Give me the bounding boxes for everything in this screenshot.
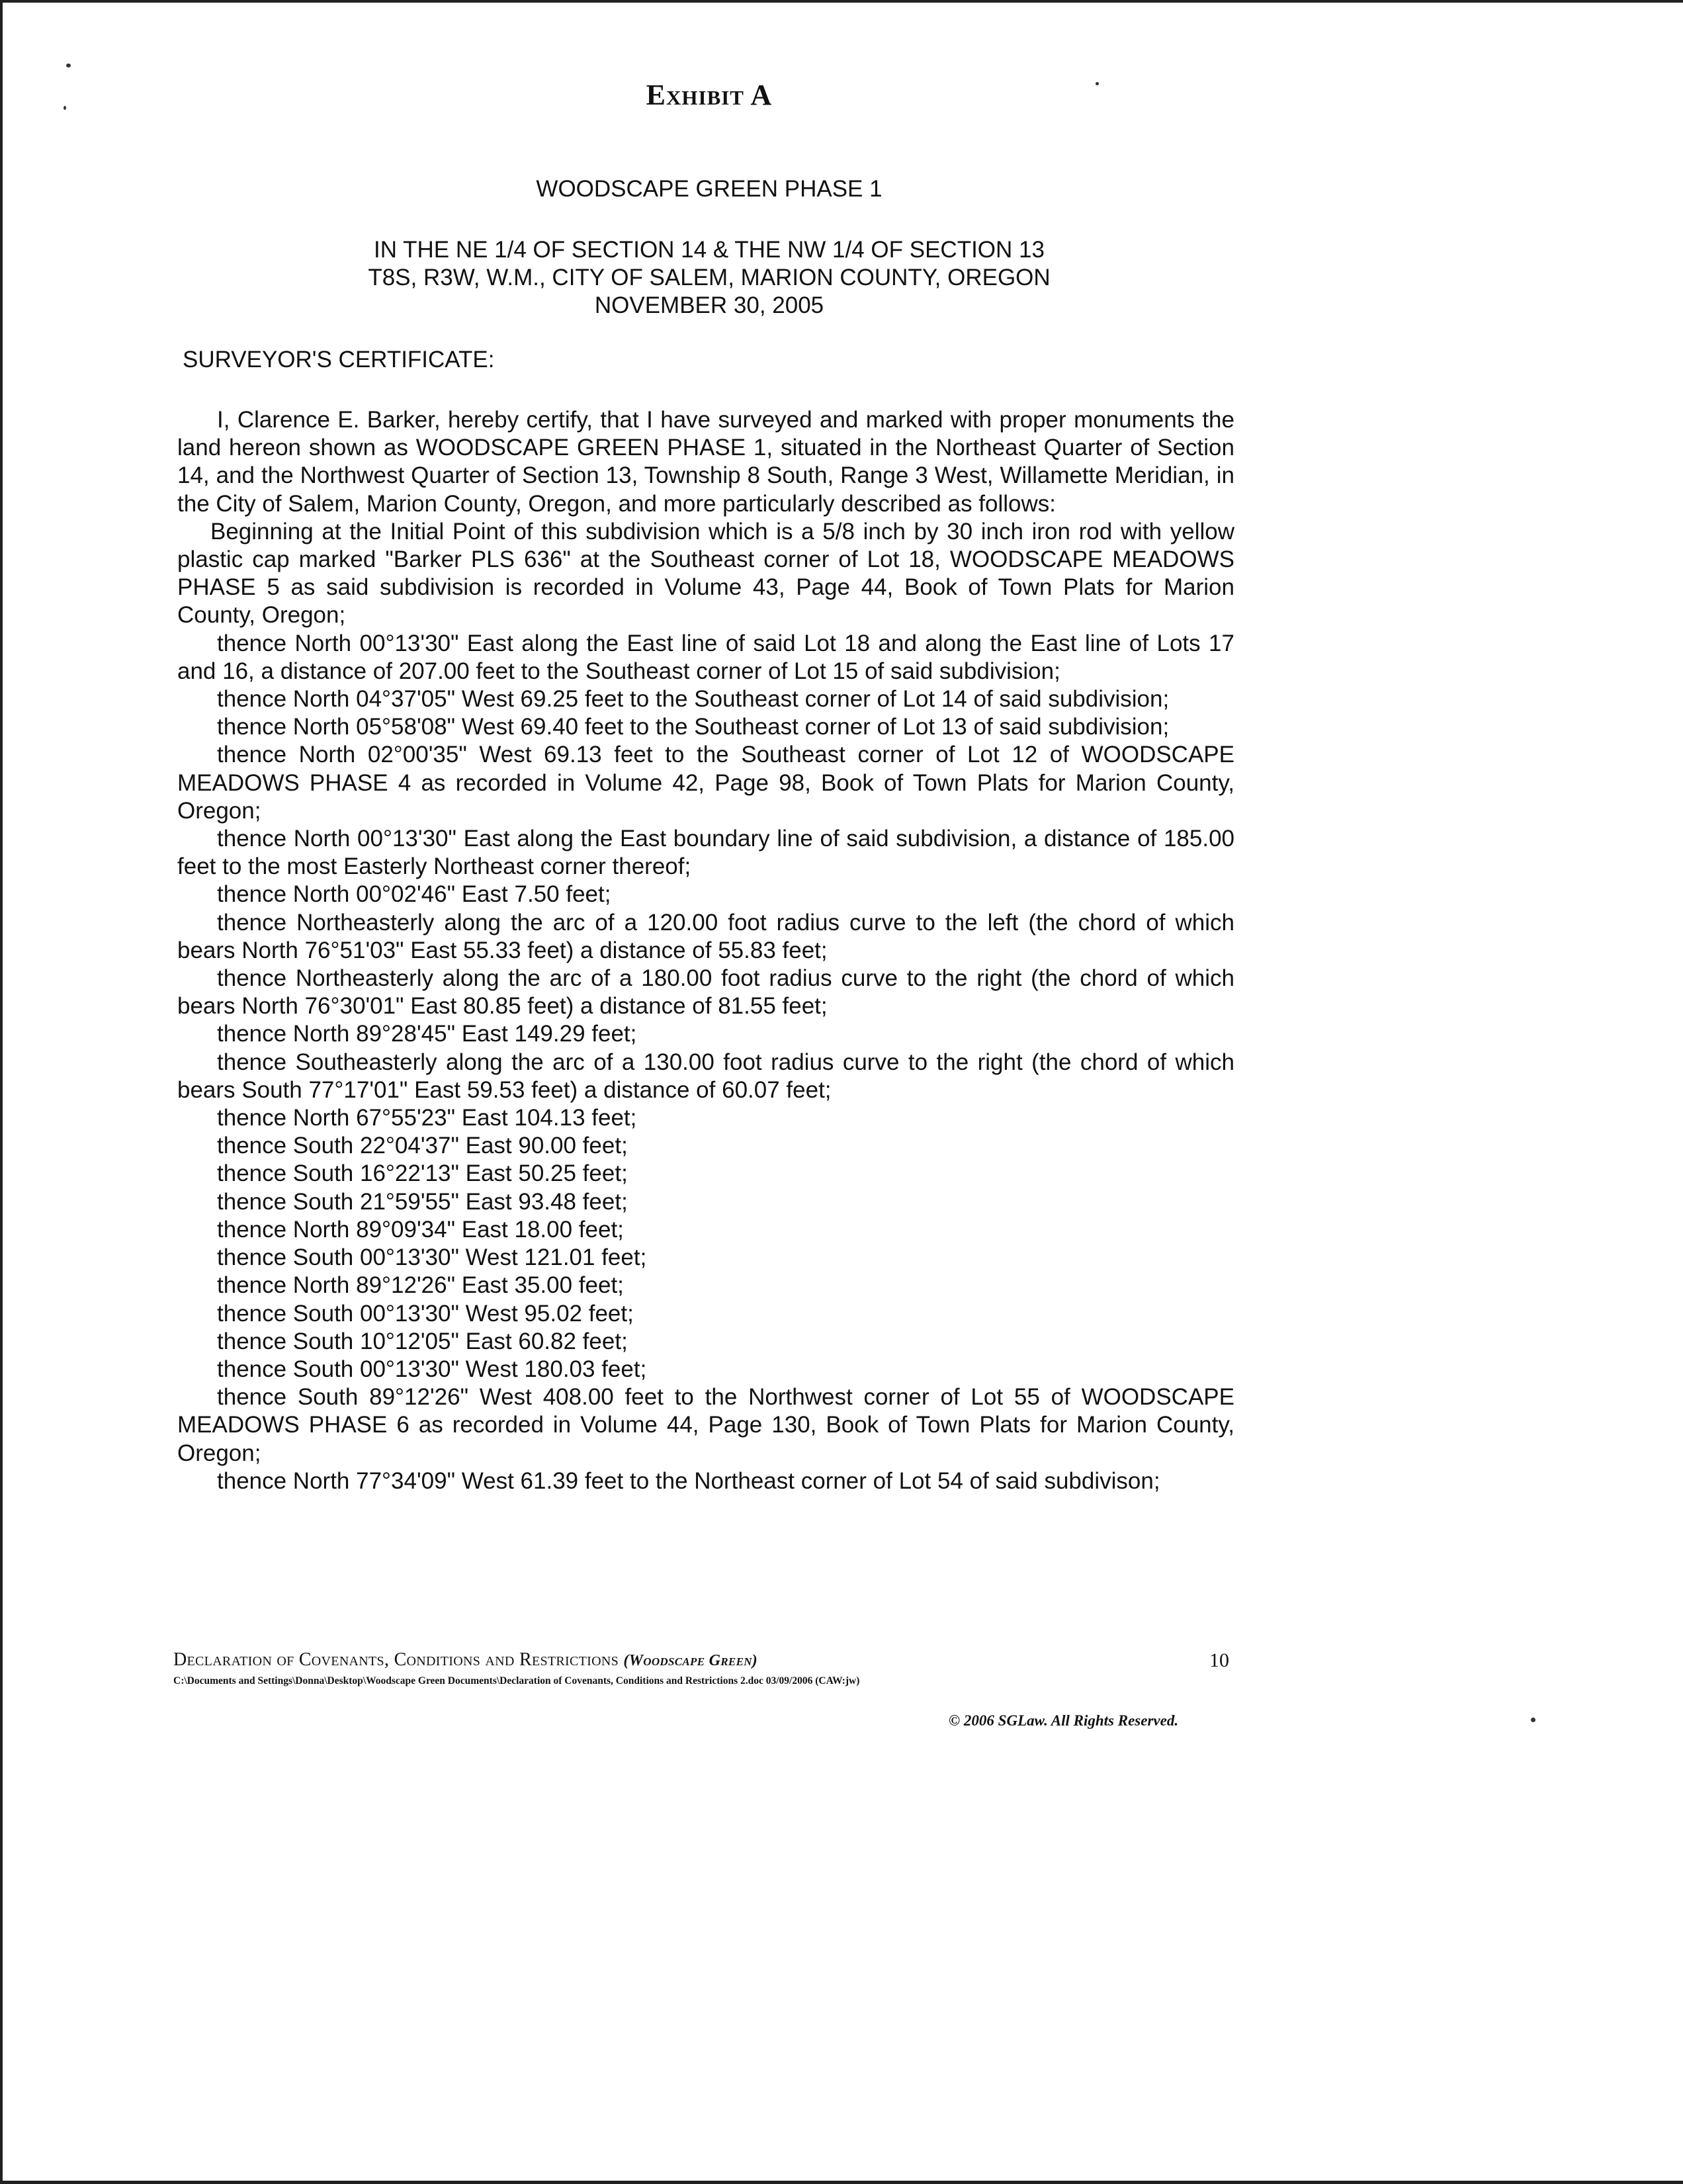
course-call: thence South 00°13'30" West 180.03 feet; (217, 1356, 647, 1382)
course-call: thence South 00°13'30" West 121.01 feet; (217, 1245, 647, 1271)
beginning-paragraph: Beginning at the Initial Point of this subdivision which is a 5/8 inch by 30 inch iron rod with yellow plastic cap marked "Barker PLS 636" at the Southeast corner of Lot 18, WOODSCAPE MEADOWS PHASE 5 as said subdivision is recorded in Volume 43, Page 44, Book of Town Plats for Marion County, Oregon; (177, 518, 1234, 629)
course-call: thence South 00°13'30" West 95.02 feet; (217, 1300, 634, 1327)
course-call: thence South 16°22'13" East 50.25 feet; (217, 1160, 628, 1187)
project-title: WOODSCAPE GREEN PHASE 1 (536, 176, 883, 202)
course-call: thence North 04°37'05" West 69.25 feet to the Southeast corner of Lot 14 of said subdivision; (217, 686, 1170, 713)
course-call: thence North 05°58'08" West 69.40 feet to the Southeast corner of Lot 13 of said subdivision; (217, 714, 1170, 740)
scan-edge-bottom (0, 2181, 1683, 2184)
footer-document-title (173, 1649, 757, 1671)
scan-edge-top (0, 0, 1683, 3)
course-call: thence North 89°12'26" East 35.00 feet; (217, 1272, 624, 1299)
course-call: thence North 00°13'30" East along the East boundary line of said subdivision, a distance of 185.00 feet to the most Easterly Northeast corner thereof; (177, 826, 1234, 880)
page-number: 10 (1209, 1649, 1229, 1671)
course-call: thence Southeasterly along the arc of a 130.00 foot radius curve to the right (the chord of which bears South 77°17'01" East 59.53 feet) a distance of 60.07 feet; (177, 1049, 1234, 1103)
course-call: thence North 02°00'35" West 69.13 feet to the Southeast corner of Lot 12 of WOODSCAPE MEADOWS PHASE 4 as recorded in Volume 42, Page 98, Book of Town Plats for Marion County, Oregon; (177, 742, 1234, 824)
scan-edge-left (0, 0, 3, 2184)
course-call: thence South 10°12'05" East 60.82 feet; (217, 1328, 628, 1354)
footer-title-project: (Woodscape Green) (623, 1652, 758, 1669)
course-call: thence South 22°04'37" East 90.00 feet; (217, 1133, 628, 1159)
course-call: thence North 00°13'30" East along the East line of said Lot 18 and along the East line of Lots 17 and 16, a distance of 207.00 feet to the Southeast corner of Lot 15 of said subdivision; (177, 630, 1234, 684)
exhibit-title: Exhibit A (646, 79, 773, 111)
course-call: thence North 89°28'45" East 149.29 feet; (217, 1021, 637, 1047)
footer-file-path: C:\Documents and Settings\Donna\Desktop\Woodscape Green Documents\Declaration of Covenants, Conditions and Restrictions 2.doc 03/09/2006 (CAW:jw) (173, 1675, 860, 1686)
footer-title-text: Declaration of Covenants, Conditions and Restrictions (173, 1649, 619, 1670)
course-call: thence North 00°02'46" East 7.50 feet; (217, 881, 611, 908)
scan-speck (1531, 1718, 1535, 1722)
location-line-2: T8S, R3W, W.M., CITY OF SALEM, MARION COUNTY, OREGON (368, 265, 1051, 290)
location-line-1: IN THE NE 1/4 OF SECTION 14 & THE NW 1/4 OF SECTION 13 (374, 237, 1045, 263)
course-call: thence Northeasterly along the arc of a 120.00 foot radius curve to the left (the chord of which bears North 76°51'03" East 55.33 feet) a distance of 55.83 feet; (177, 909, 1234, 963)
course-call: thence North 67°55'23" East 104.13 feet; (217, 1105, 637, 1131)
course-call: thence Northeasterly along the arc of a 180.00 foot radius curve to the right (the chord of which bears North 76°30'01" East 80.85 feet) a distance of 81.55 feet; (177, 965, 1234, 1020)
survey-date: NOVEMBER 30, 2005 (594, 292, 824, 318)
course-call: thence South 89°12'26" West 408.00 feet to the Northwest corner of Lot 55 of WOODSCAPE MEADOWS PHASE 6 as recorded in Volume 44, Page 130, Book of Town Plats for Marion County, Oregon; (177, 1384, 1234, 1466)
copyright-notice: © 2006 SGLaw. All Rights Reserved. (949, 1712, 1179, 1729)
scan-speck (66, 64, 71, 67)
certificate-label: SURVEYOR'S CERTIFICATE: (183, 347, 495, 372)
certification-paragraph: I, Clarence E. Barker, hereby certify, that I have surveyed and marked with proper monuments the land hereon shown as WOODSCAPE GREEN PHASE 1, situated in the Northeast Quarter of Section 14, and the Northwest Quarter of Section 13, Township 8 South, Range 3 West, Willamette Meridian, in the City of Salem, Marion County, Oregon, and more particularly described as follows: (177, 407, 1234, 517)
course-call: thence North 77°34'09" West 61.39 feet to the Northeast corner of Lot 54 of said subdivison; (217, 1467, 1160, 1494)
course-call: thence North 89°09'34" East 18.00 feet; (217, 1216, 624, 1243)
legal-description (177, 406, 1234, 1495)
course-call: thence South 21°59'55" East 93.48 feet; (217, 1188, 628, 1215)
